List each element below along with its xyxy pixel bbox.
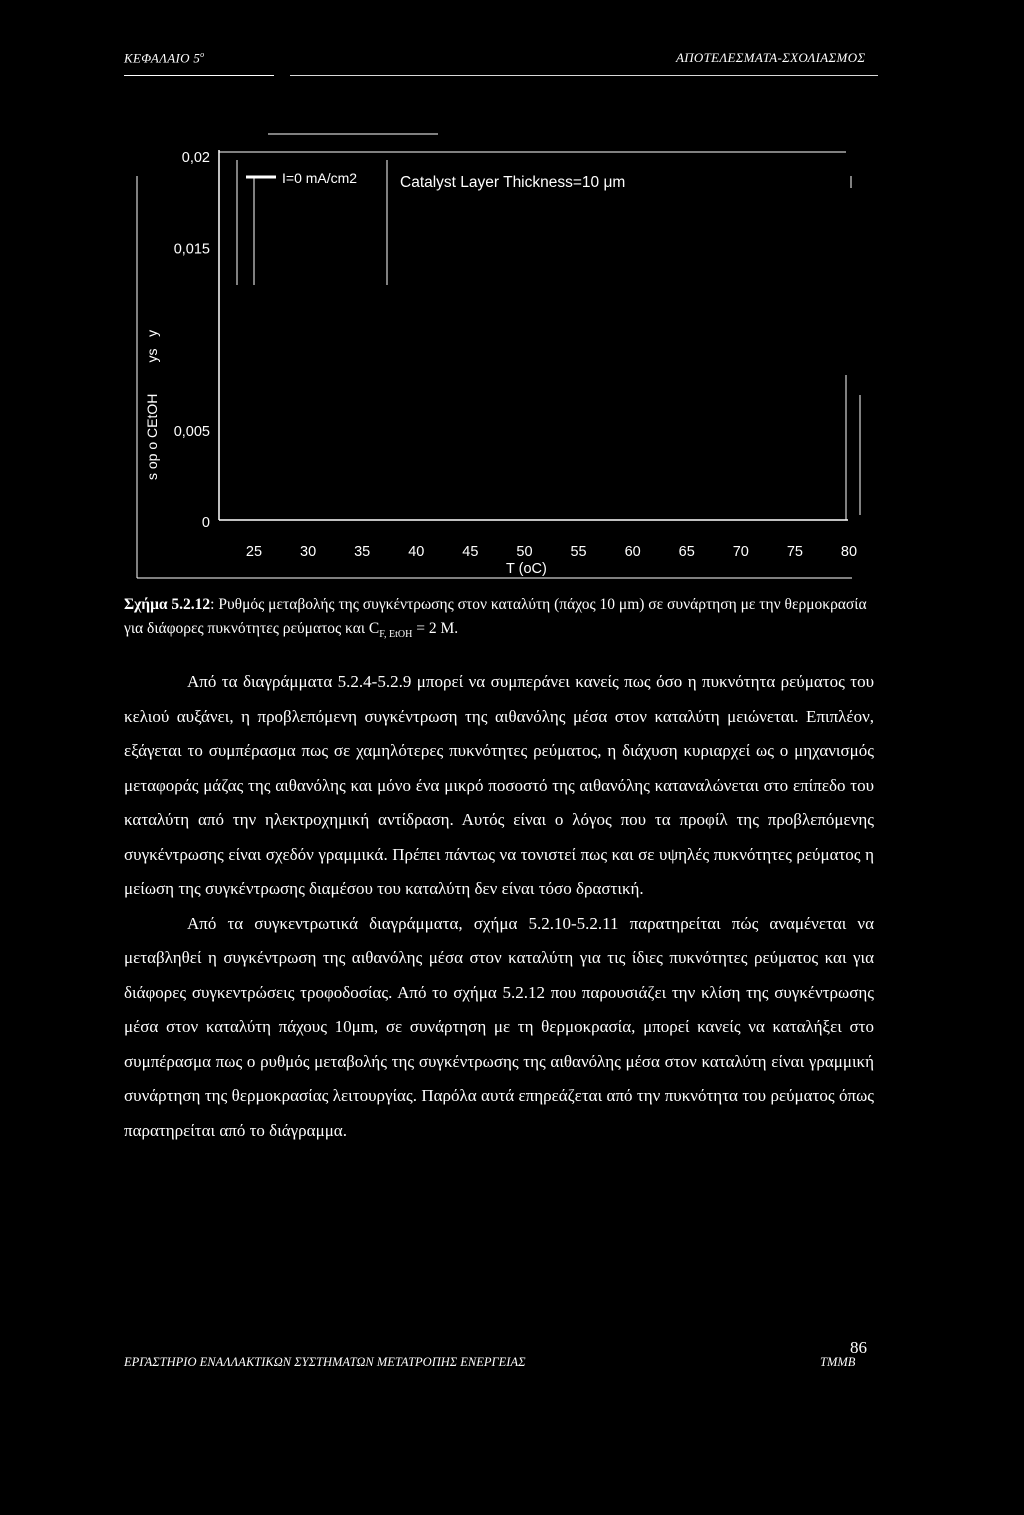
paragraph-1: Από τα διαγράμματα 5.2.4-5.2.9 μπορεί να συμπεράνει κανείς πως όσο η πυκνότητα ρεύματος του κελιού αυξάνει, η προβλεπόμενη συγκέντρωση της αιθανόλης μέσα στον καταλύτη μειώνεται. Επιπλέον, εξάγεται το συμπέρασμα πως σε χαμηλότερες πυκνότητες ρεύματος, η διάχυση κυριαρχεί ως ο μηχανισμός μεταφοράς μάζας της αιθανόλης και μόνο ένα μικρό ποσοστό της αιθανόλης καταναλώνεται στο επίπεδο του καταλύτη από την ηλεκτροχημική αντίδραση. Αυτός είναι ο λόγος που τα προφίλ της προβλεπόμενης συγκέντρωσης είναι σχεδόν γραμμικά. Πρέπει πάντως να τονιστεί πως και σε υψηλές πυκνότητες ρεύματος η μείωση της συγκέντρωσης διαμέσου του καταλύτη δεν είναι τόσο δραστική. xyxy=(124,672,874,898)
running-header-right: ΑΠΟΤΕΛΕΣΜΑΤΑ-ΣΧΟΛΙΑΣΜΟΣ xyxy=(676,50,866,65)
y-tick-label: 0,015 xyxy=(173,241,210,258)
caption-label: Σχήμα 5.2.12 xyxy=(124,596,211,613)
y-axis-label: s op o CEtOH ys y xyxy=(144,329,160,480)
x-tick-label: 45 xyxy=(462,544,479,560)
x-tick-label: 55 xyxy=(570,544,587,560)
chart xyxy=(0,0,1024,600)
y-tick-labels xyxy=(174,150,210,531)
legend-label: I=0 mA/cm2 xyxy=(282,170,358,186)
body-text xyxy=(124,665,874,1148)
y-tick-label: 0,02 xyxy=(181,150,210,166)
caption-subscript: F, EtOH xyxy=(379,629,413,640)
caption-text: : Ρυθμός μεταβολής της συγκέντρωσης στον καταλύτη (πάχος 10 μm) σε συνάρτηση με την θερμοκρασία για διάφορες πυκνότητες ρεύματος και C xyxy=(124,596,867,637)
x-tick-label: 65 xyxy=(678,544,695,560)
x-tick-label: 50 xyxy=(516,544,533,560)
x-tick-label: 60 xyxy=(624,544,641,560)
x-axis-label: T (oC) xyxy=(506,561,547,577)
footer-left: ΕΡΓΑΣΤΗΡΙΟ ΕΝΑΛΛΑΚΤΙΚΩΝ ΣΥΣΤΗΜΑΤΩΝ ΜΕΤΑΤΡΟΠΗΣ ΕΝΕΡΓΕΙΑΣ xyxy=(124,1355,526,1369)
y-tick-label: 0,005 xyxy=(173,423,210,440)
x-tick-label: 35 xyxy=(354,544,371,560)
x-tick-label: 70 xyxy=(732,544,749,560)
page-number: 86 xyxy=(850,1338,867,1357)
running-header-left: ΚΕΦΑΛΑΙΟ $5^o$ xyxy=(124,50,205,66)
chart-title: Catalyst Layer Thickness=10 μm xyxy=(400,174,626,191)
figure-caption xyxy=(124,593,884,643)
x-tick-labels xyxy=(246,544,857,560)
x-tick-label: 40 xyxy=(408,544,425,560)
x-tick-label: 75 xyxy=(786,544,803,560)
chart-frame xyxy=(137,134,860,578)
y-tick-label: 0 xyxy=(201,515,210,531)
x-tick-label: 30 xyxy=(300,544,317,560)
x-tick-label: 80 xyxy=(840,544,858,560)
footer-right: ΤΜΜΒ xyxy=(820,1355,856,1369)
paragraph-2: Από τα συγκεντρωτικά διαγράμματα, σχήμα 5.2.10-5.2.11 παρατηρείται πώς αναμένεται να μεταβληθεί η συγκέντρωση της αιθανόλης μέσα στον καταλύτη για τις ίδιες πυκνότητες ρεύματος και για διάφορες συγκεντρώσεις τροφοδοσίας. Από το σχήμα 5.2.12 που παρουσιάζει την κλίση της συγκέντρωσης μέσα στον καταλύτη πάχους 10μm, σε συνάρτηση με τη θερμοκρασία, μπορεί κανείς να καταλήξει στο συμπέρασμα πως ο ρυθμός μεταβολής της συγκέντρωσης της αιθανόλης μέσα στον καταλύτη είναι γραμμική συνάρτηση της θερμοκρασίας λειτουργίας. Παρόλα αυτά επηρεάζεται από την πυκνότητα του ρεύματος όπως παρατηρείται από το διάγραμμα. xyxy=(124,913,874,1140)
x-tick-label: 25 xyxy=(245,544,263,560)
caption-tail: = 2 M. xyxy=(412,620,459,637)
